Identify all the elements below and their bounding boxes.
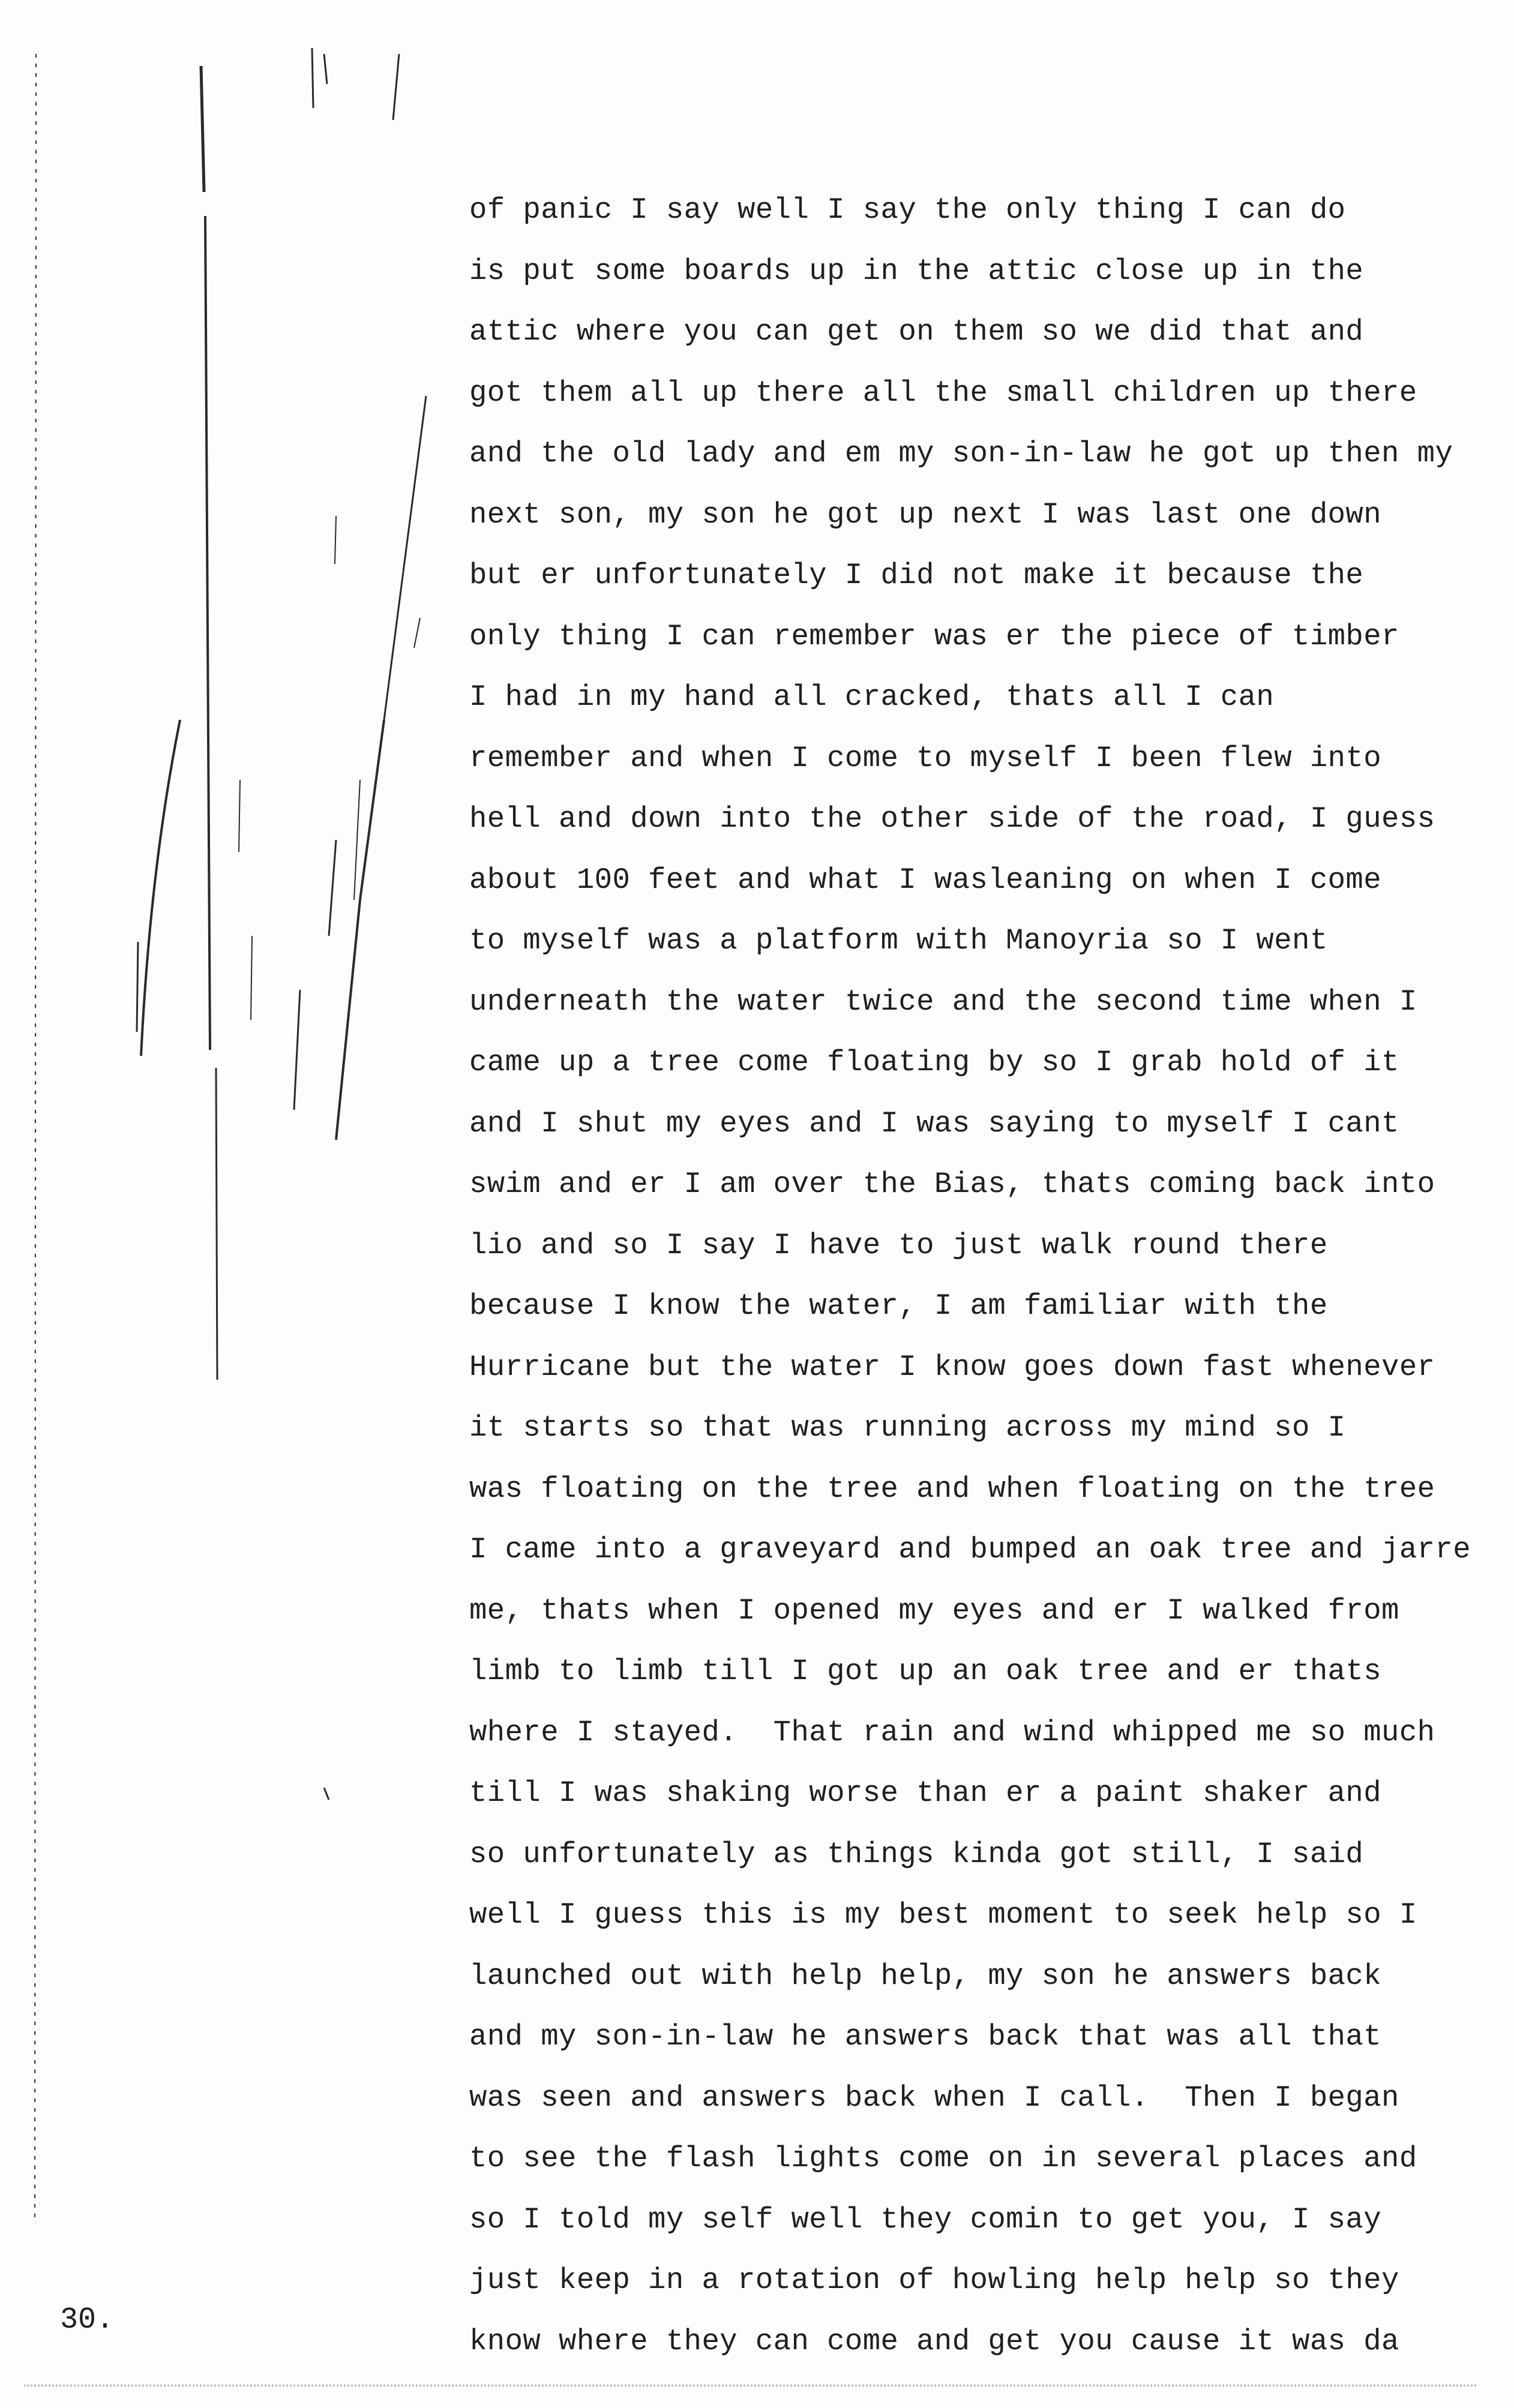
text-line: came up a tree come floating by so I grab hold of it xyxy=(469,1046,1399,1079)
page-number: 30. xyxy=(60,2303,115,2337)
text-line: underneath the water twice and the second time when I xyxy=(469,984,1417,1019)
bottom-scan-edge xyxy=(24,2385,1476,2386)
text-line: till I was shaking worse than er a paint shaker and xyxy=(469,1776,1382,1810)
text-line: launched out with help help, my son he answers back xyxy=(469,1959,1382,1993)
text-line: where I stayed. That rain and wind whipped me so much xyxy=(469,1715,1435,1749)
text-line: me, thats when I opened my eyes and er I walked from xyxy=(469,1593,1399,1628)
text-line: only thing I can remember was er the piece of timber xyxy=(469,619,1399,653)
text-line: next son, my son he got up next I was last one down xyxy=(469,497,1382,532)
margin-scratch-marks xyxy=(0,0,456,2408)
text-line: and the old lady and em my son-in-law he got up then my xyxy=(469,437,1453,470)
text-line: was seen and answers back when I call. Then I began xyxy=(469,2080,1399,2115)
text-line: got them all up there all the small children up there xyxy=(469,376,1417,410)
text-line: was floating on the tree and when floating on the tree xyxy=(469,1472,1435,1506)
text-line: so I told my self well they comin to get you, I say xyxy=(469,2202,1382,2236)
text-line: limb to limb till I got up an oak tree and er thats xyxy=(469,1655,1382,1688)
transcript-body xyxy=(469,180,1489,2372)
text-line: to myself was a platform with Manoyria so I went xyxy=(469,924,1328,957)
text-line: because I know the water, I am familiar with the xyxy=(469,1289,1328,1323)
text-line: Hurricane but the water I know goes down fast whenever xyxy=(469,1350,1435,1384)
text-line: and I shut my eyes and I was saying to myself I cant xyxy=(469,1106,1399,1140)
text-line: swim and er I am over the Bias, thats coming back into xyxy=(469,1167,1435,1201)
text-line: is put some boards up in the attic close up in the xyxy=(469,254,1364,288)
text-line: but er unfortunately I did not make it because the xyxy=(469,559,1364,592)
text-line: well I guess this is my best moment to seek help so I xyxy=(469,1898,1417,1932)
text-line: just keep in a rotation of howling help help so they xyxy=(469,2263,1399,2297)
text-line: lio and so I say I have to just walk round there xyxy=(469,1228,1328,1262)
text-line: and my son-in-law he answers back that was all that xyxy=(469,2020,1382,2053)
text-line: of panic I say well I say the only thing I can do xyxy=(469,193,1346,227)
text-line: hell and down into the other side of the road, I guess xyxy=(469,802,1435,836)
text-line: it starts so that was running across my mind so I xyxy=(469,1411,1346,1445)
text-line: I had in my hand all cracked, thats all I can xyxy=(469,680,1275,714)
text-line: know where they can come and get you cause it was da xyxy=(469,2324,1399,2358)
text-line: about 100 feet and what I wasleaning on when I come xyxy=(469,863,1382,897)
text-line: I came into a graveyard and bumped an oak tree and jarre xyxy=(469,1533,1471,1566)
text-line: remember and when I come to myself I been flew into xyxy=(469,741,1382,775)
text-line: attic where you can get on them so we did that and xyxy=(469,315,1364,349)
text-line: so unfortunately as things kinda got still, I said xyxy=(469,1837,1364,1871)
text-line: to see the flash lights come on in several places and xyxy=(469,2142,1417,2175)
